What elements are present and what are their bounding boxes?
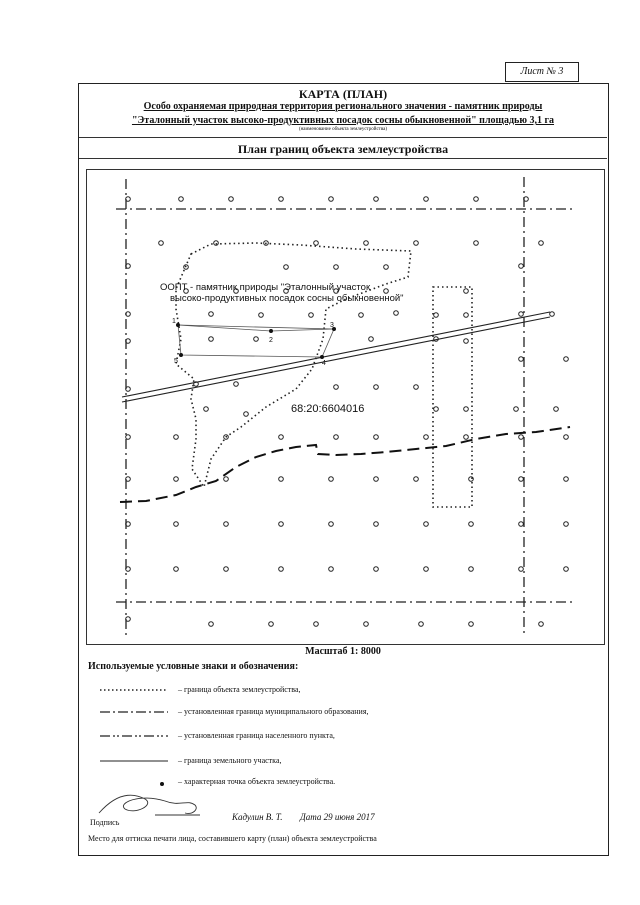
point-label-4: 4 [322,360,326,367]
point-label-3: 3 [330,322,334,329]
legend-text-characteristic-point: – характерная точка объекта землеустройства. [178,777,336,786]
signature-date: Дата 29 июня 2017 [300,812,375,822]
header-divider-bottom [79,158,607,159]
object-boundary-strip [433,287,472,507]
legend-text-object-boundary: – граница объекта землеустройства, [178,685,301,694]
sheet-number: Лист № 3 [505,62,579,82]
map-scale: Масштаб 1: 8000 [305,646,381,657]
plan-title: План границ объекта землеустройства [237,142,449,156]
point-label-1: 1 [172,318,176,325]
legend-text-land-parcel-boundary: – граница земельного участка, [178,756,282,765]
object-category: Особо охраняемая природная территория регионального значения - памятник природы [143,101,543,112]
legend-title: Используемые условные знаки и обозначения: [88,661,299,672]
object-boundary [176,243,411,487]
legend-symbol-solid [100,755,168,767]
legend-symbol-dash-dot [100,706,168,718]
signature-label: Подпись [90,818,120,827]
legend-symbol-dash-dot-dot [100,730,168,742]
parcel-number: 68:20:6604016 [291,403,365,415]
point-label-2: 2 [269,337,273,344]
point-label-5: 5 [174,358,178,365]
object-name: "Эталонный участок высоко-продуктивных посадок сосны обыкновенной" площадью 3,1 га [131,115,555,126]
header-divider [79,137,607,138]
signer-name: Кадулин В. Т. [232,812,283,822]
legend-symbol-dotted [100,684,168,696]
legend-text-municipal-boundary: – установленная граница муниципального образования, [178,707,369,716]
boundary-map [86,169,605,645]
object-label-line2: высоко-продуктивных посадок сосны обыкновенной" [170,293,404,304]
object-label-line1: ООПТ - памятник природы "Эталонный участок [160,282,371,293]
object-name-caption: (наименование объекта землеустройства) [298,127,388,132]
map-title: КАРТА (ПЛАН) [298,87,388,101]
legend-text-settlement-boundary: – установленная граница населенного пункта, [178,731,335,740]
stamp-caption: Место для оттиска печати лица, составившего карту (план) объекта землеустройства [88,834,377,843]
settlement-boundary [120,427,570,502]
